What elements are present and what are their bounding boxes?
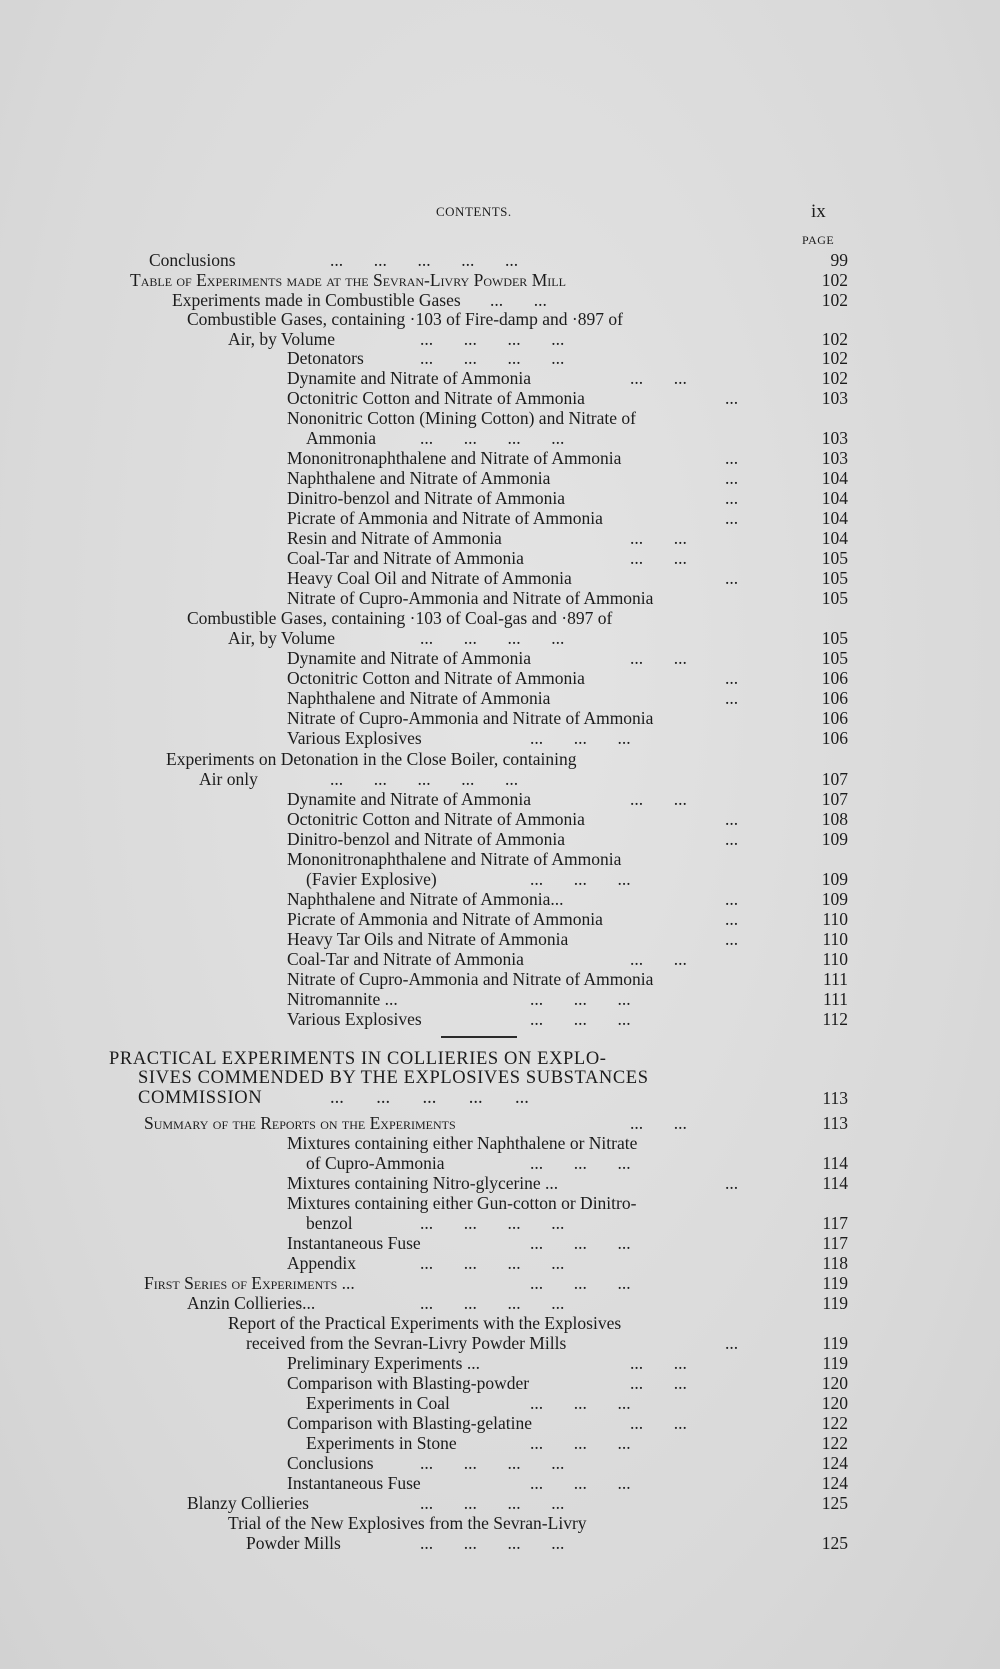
toc-page-number: 109 <box>821 829 848 849</box>
toc-page-number: 103 <box>821 448 848 468</box>
toc-entry <box>287 989 631 1009</box>
toc-leader-dots: ... ... <box>630 1373 687 1393</box>
toc-entry-title: Nitrate of Cupro-Ammonia and Nitrate of Ammonia <box>287 708 654 728</box>
toc-entry-title: Dynamite and Nitrate of Ammonia <box>287 648 531 668</box>
toc-page-number: 125 <box>821 1493 848 1513</box>
toc-page-number: 119 <box>822 1273 848 1293</box>
toc-page-number: 105 <box>821 588 848 608</box>
toc-entry-title: Table of Experiments made at the Sevran-Livry Powder Mill <box>130 270 566 290</box>
toc-page-number: 104 <box>821 528 848 548</box>
toc-entry <box>199 769 519 789</box>
toc-entry <box>287 708 653 728</box>
toc-entry <box>287 588 653 608</box>
toc-entry <box>287 408 636 428</box>
toc-page-number: 110 <box>822 909 848 929</box>
toc-leader-dots: ... ... ... <box>530 989 631 1009</box>
toc-entry <box>287 949 687 969</box>
toc-entry-title: Preliminary Experiments ... <box>287 1353 480 1373</box>
toc-entry-title: COMMISSION <box>138 1088 263 1108</box>
toc-entry-title: Mononitronaphthalene and Nitrate of Ammonia <box>287 448 622 468</box>
toc-page-number: 104 <box>821 488 848 508</box>
toc-entry <box>287 568 739 588</box>
toc-leader-dots: ... ... ... ... <box>420 1453 565 1473</box>
toc-leader-dots: ... ... ... <box>530 1273 631 1293</box>
toc-entry <box>306 1213 565 1233</box>
toc-entry <box>287 348 565 368</box>
toc-entry <box>287 508 739 528</box>
toc-leader-dots: ... <box>725 488 739 508</box>
toc-entry <box>287 1413 687 1433</box>
toc-entry <box>287 648 687 668</box>
toc-page-number: 117 <box>822 1213 848 1233</box>
toc-page-number: 118 <box>822 1253 848 1273</box>
toc-page-number: 110 <box>822 929 848 949</box>
toc-leader-dots: ... ... ... ... <box>420 348 565 368</box>
toc-entry-title: Appendix <box>287 1253 357 1273</box>
toc-entry <box>144 1273 631 1293</box>
toc-entry-title: Conclusions <box>149 250 236 270</box>
toc-page-number: 120 <box>821 1373 848 1393</box>
toc-entry-title: Various Explosives <box>287 1009 422 1029</box>
toc-entry <box>287 388 739 408</box>
toc-leader-dots: ... <box>725 889 739 909</box>
toc-leader-dots: ... ... ... <box>530 1233 631 1253</box>
toc-entry-title: Summary of the Reports on the Experiments <box>144 1113 456 1133</box>
toc-page-number: 108 <box>821 809 848 829</box>
toc-entry-title: Nitrate of Cupro-Ammonia and Nitrate of Ammonia <box>287 588 654 608</box>
toc-page-number: 105 <box>821 628 848 648</box>
toc-entry-title: Ammonia <box>306 428 376 448</box>
running-head <box>0 201 1000 224</box>
toc-page-number: 102 <box>821 368 848 388</box>
toc-entry-title: Combustible Gases, containing ·103 of Fire-damp and ·897 of <box>187 309 623 329</box>
toc-page-number: 107 <box>821 789 848 809</box>
toc-leader-dots: ... ... ... ... <box>420 428 565 448</box>
toc-leader-dots: ... ... ... ... <box>420 1213 565 1233</box>
toc-leader-dots: ... ... ... ... <box>420 628 565 648</box>
toc-leader-dots: ... ... ... ... <box>420 1293 565 1313</box>
toc-entry-title: SIVES COMMENDED BY THE EXPLOSIVES SUBSTANCES <box>138 1068 649 1088</box>
toc-entry <box>287 1453 565 1473</box>
toc-entry <box>228 1513 587 1533</box>
section-divider <box>441 1036 517 1038</box>
toc-leader-dots: ... ... <box>630 368 687 388</box>
page-column-label: PAGE <box>802 233 835 247</box>
toc-entry-title: Air, by Volume <box>228 329 336 349</box>
toc-entry <box>287 1473 631 1493</box>
toc-entry <box>228 329 565 349</box>
toc-entry-title: Picrate of Ammonia and Nitrate of Ammonia <box>287 909 603 929</box>
toc-page-number: 105 <box>821 548 848 568</box>
toc-page-number: 99 <box>830 250 848 270</box>
toc-entry <box>287 889 739 909</box>
toc-entry-title: Dynamite and Nitrate of Ammonia <box>287 368 531 388</box>
toc-leader-dots: ... ... ... ... ... <box>330 769 519 789</box>
toc-entry-title: Experiments in Coal <box>306 1393 450 1413</box>
toc-entry-title: Dinitro-benzol and Nitrate of Ammonia <box>287 488 565 508</box>
toc-leader-dots: ... ... ... ... <box>420 1533 565 1553</box>
toc-entry-title: Naphthalene and Nitrate of Ammonia <box>287 468 551 488</box>
toc-entry <box>287 969 653 989</box>
toc-entry-title: received from the Sevran-Livry Powder Mills <box>246 1333 567 1353</box>
toc-leader-dots: ... ... <box>630 789 687 809</box>
toc-entry-title: Various Explosives <box>287 728 422 748</box>
toc-entry <box>228 628 565 648</box>
toc-page-number: 102 <box>821 348 848 368</box>
toc-leader-dots: ... <box>725 929 739 949</box>
toc-page-number: 111 <box>823 969 848 989</box>
toc-entry-title: Conclusions <box>287 1453 374 1473</box>
toc-entry <box>287 1009 631 1029</box>
toc-page-number: 124 <box>821 1453 848 1473</box>
toc-page-number: 105 <box>821 648 848 668</box>
toc-page-number: 110 <box>822 949 848 969</box>
toc-entry-title: Heavy Coal Oil and Nitrate of Ammonia <box>287 568 572 588</box>
toc-entry-title: of Cupro-Ammonia <box>306 1153 445 1173</box>
toc-entry <box>228 1313 621 1333</box>
toc-leader-dots: ... ... ... <box>530 1009 631 1029</box>
toc-entry-title: Detonators <box>287 348 364 368</box>
toc-page-number: 104 <box>821 468 848 488</box>
toc-entry <box>287 528 687 548</box>
toc-entry-title: Powder Mills <box>246 1533 341 1553</box>
toc-entry <box>287 548 687 568</box>
toc-page-number: 122 <box>821 1433 848 1453</box>
toc-leader-dots: ... ... ... ... <box>420 1253 565 1273</box>
toc-leader-dots: ... <box>725 468 739 488</box>
toc-leader-dots: ... ... ... ... ... <box>330 1088 529 1108</box>
toc-entry <box>287 929 739 949</box>
toc-entry-title: Octonitric Cotton and Nitrate of Ammonia <box>287 809 585 829</box>
toc-leader-dots: ... <box>725 508 739 528</box>
toc-entry <box>246 1533 565 1553</box>
toc-leader-dots: ... ... ... <box>530 869 631 889</box>
toc-entry <box>187 1493 565 1513</box>
toc-page-number: 124 <box>821 1473 848 1493</box>
toc-entry <box>149 250 519 270</box>
toc-entry <box>306 428 565 448</box>
toc-entry <box>172 290 547 310</box>
toc-page-number: 111 <box>823 989 848 1009</box>
toc-entry-title: Nitromannite ... <box>287 989 398 1009</box>
toc-page-number: 104 <box>821 508 848 528</box>
toc-entry-title: Octonitric Cotton and Nitrate of Ammonia <box>287 668 585 688</box>
toc-entry-title: (Favier Explosive) <box>306 869 437 889</box>
toc-page-number: 120 <box>821 1393 848 1413</box>
toc-leader-dots: ... ... ... <box>530 1473 631 1493</box>
toc-page-number: 102 <box>821 329 848 349</box>
toc-entry <box>287 728 631 748</box>
toc-entry <box>130 270 566 290</box>
toc-entry-title: Heavy Tar Oils and Nitrate of Ammonia <box>287 929 569 949</box>
toc-entry <box>287 468 739 488</box>
toc-entry <box>138 1088 529 1108</box>
toc-page-number: 106 <box>821 688 848 708</box>
toc-entry-title: Trial of the New Explosives from the Sevran-Livry <box>228 1513 587 1533</box>
toc-leader-dots: ... <box>725 909 739 929</box>
toc-entry <box>287 1193 636 1213</box>
toc-entry-title: PRACTICAL EXPERIMENTS IN COLLIERIES ON EXPLO- <box>109 1049 607 1069</box>
toc-entry <box>287 1233 631 1253</box>
toc-page-number: 102 <box>821 290 848 310</box>
toc-page-number: 122 <box>821 1413 848 1433</box>
toc-entry <box>166 749 576 769</box>
toc-leader-dots: ... ... ... <box>530 728 631 748</box>
toc-leader-dots: ... ... ... ... <box>420 1493 565 1513</box>
toc-entry-title: Mononitronaphthalene and Nitrate of Ammonia <box>287 849 622 869</box>
toc-leader-dots: ... ... <box>630 1113 687 1133</box>
toc-entry <box>187 608 612 628</box>
toc-entry <box>287 448 739 468</box>
toc-entry-title: Dynamite and Nitrate of Ammonia <box>287 789 531 809</box>
toc-page-number: 114 <box>822 1173 848 1193</box>
toc-entry-title: Resin and Nitrate of Ammonia <box>287 528 502 548</box>
toc-page-number: 103 <box>821 388 848 408</box>
toc-entry <box>287 368 687 388</box>
toc-page-number: 114 <box>822 1153 848 1173</box>
toc-entry-title: Combustible Gases, containing ·103 of Coal-gas and ·897 of <box>187 608 613 628</box>
toc-entry <box>287 488 739 508</box>
toc-entry-title: Air only <box>199 769 258 789</box>
toc-page-number: 105 <box>821 568 848 588</box>
toc-entry-title: Anzin Collieries... <box>187 1293 316 1313</box>
toc-entry <box>306 869 631 889</box>
page-folio: ix <box>811 201 826 222</box>
toc-entry-title: Mixtures containing either Naphthalene or Nitrate <box>287 1133 638 1153</box>
toc-entry <box>287 829 739 849</box>
toc-leader-dots: ... <box>725 1173 739 1193</box>
toc-leader-dots: ... ... <box>630 1353 687 1373</box>
toc-entry-title: Experiments on Detonation in the Close Boiler, containing <box>166 749 577 769</box>
toc-entry <box>287 1353 687 1373</box>
toc-entry <box>287 1373 687 1393</box>
toc-entry-title: Nononitric Cotton (Mining Cotton) and Nitrate of <box>287 408 636 428</box>
toc-entry-title: Instantaneous Fuse <box>287 1233 421 1253</box>
toc-entry-title: Octonitric Cotton and Nitrate of Ammonia <box>287 388 585 408</box>
toc-entry <box>287 668 739 688</box>
toc-entry <box>109 1049 607 1069</box>
toc-entry-title: Comparison with Blasting-gelatine <box>287 1413 532 1433</box>
toc-entry <box>287 1133 637 1153</box>
toc-page-number: 102 <box>821 270 848 290</box>
toc-page-number: 119 <box>822 1333 848 1353</box>
toc-page-number: 117 <box>822 1233 848 1253</box>
toc-entry-title: Nitrate of Cupro-Ammonia and Nitrate of Ammonia <box>287 969 654 989</box>
toc-page-number: 113 <box>822 1088 848 1108</box>
toc-entry-title: Experiments in Stone <box>306 1433 457 1453</box>
toc-entry-title: Mixtures containing either Gun-cotton or Dinitro- <box>287 1193 637 1213</box>
toc-leader-dots: ... <box>725 568 739 588</box>
toc-entry <box>287 809 739 829</box>
toc-page-number: 113 <box>822 1113 848 1133</box>
toc-entry <box>306 1393 631 1413</box>
toc-entry <box>306 1153 631 1173</box>
toc-leader-dots: ... ... ... <box>530 1433 631 1453</box>
toc-entry-title: Naphthalene and Nitrate of Ammonia <box>287 688 551 708</box>
toc-page-number: 107 <box>821 769 848 789</box>
toc-entry <box>246 1333 739 1353</box>
toc-leader-dots: ... <box>725 829 739 849</box>
toc-entry-title: Air, by Volume <box>228 628 336 648</box>
toc-page-number: 109 <box>821 869 848 889</box>
toc-leader-dots: ... ... ... <box>530 1393 631 1413</box>
toc-entry <box>187 1293 565 1313</box>
toc-leader-dots: ... <box>725 809 739 829</box>
toc-leader-dots: ... ... <box>630 1413 687 1433</box>
toc-leader-dots: ... <box>725 448 739 468</box>
toc-page-number: 119 <box>822 1353 848 1373</box>
toc-entry <box>287 1173 739 1193</box>
toc-entry-title: Coal-Tar and Nitrate of Ammonia <box>287 949 524 969</box>
toc-leader-dots: ... ... <box>630 949 687 969</box>
toc-entry <box>287 789 687 809</box>
toc-leader-dots: ... <box>725 388 739 408</box>
toc-page-number: 106 <box>821 728 848 748</box>
running-title: CONTENTS. <box>436 204 512 219</box>
toc-entry-title: Instantaneous Fuse <box>287 1473 421 1493</box>
toc-page-number: 119 <box>822 1293 848 1313</box>
toc-entry <box>187 309 623 329</box>
toc-entry <box>287 688 739 708</box>
toc-leader-dots: ... ... <box>490 290 547 310</box>
toc-entry-title: benzol <box>306 1213 353 1233</box>
toc-page-number: 109 <box>821 889 848 909</box>
toc-entry <box>138 1068 649 1088</box>
toc-entry-title: Coal-Tar and Nitrate of Ammonia <box>287 548 524 568</box>
toc-leader-dots: ... <box>725 688 739 708</box>
toc-page-number: 103 <box>821 428 848 448</box>
toc-page-number: 106 <box>821 708 848 728</box>
toc-entry-title: First Series of Experiments ... <box>144 1273 355 1293</box>
toc-entry-title: Dinitro-benzol and Nitrate of Ammonia <box>287 829 565 849</box>
toc-entry-title: Blanzy Collieries <box>187 1493 309 1513</box>
toc-page-number: 112 <box>822 1009 848 1029</box>
toc-leader-dots: ... ... <box>630 548 687 568</box>
toc-leader-dots: ... <box>725 668 739 688</box>
toc-entry-title: Picrate of Ammonia and Nitrate of Ammonia <box>287 508 603 528</box>
toc-leader-dots: ... ... <box>630 528 687 548</box>
toc-entry-title: Naphthalene and Nitrate of Ammonia... <box>287 889 564 909</box>
toc-entry <box>144 1113 687 1133</box>
toc-leader-dots: ... ... ... <box>530 1153 631 1173</box>
toc-entry-title: Mixtures containing Nitro-glycerine ... <box>287 1173 559 1193</box>
toc-page-number: 106 <box>821 668 848 688</box>
toc-page-number: 125 <box>821 1533 848 1553</box>
toc-leader-dots: ... ... ... ... <box>420 329 565 349</box>
toc-entry <box>306 1433 631 1453</box>
toc-leader-dots: ... ... ... ... ... <box>330 250 519 270</box>
toc-entry <box>287 1253 565 1273</box>
toc-entry-title: Report of the Practical Experiments with the Explosives <box>228 1313 622 1333</box>
toc-entry-title: Experiments made in Combustible Gases <box>172 290 461 310</box>
toc-entry-title: Comparison with Blasting-powder <box>287 1373 530 1393</box>
toc-entry <box>287 909 739 929</box>
toc-entry <box>287 849 621 869</box>
toc-leader-dots: ... <box>725 1333 739 1353</box>
toc-leader-dots: ... ... <box>630 648 687 668</box>
